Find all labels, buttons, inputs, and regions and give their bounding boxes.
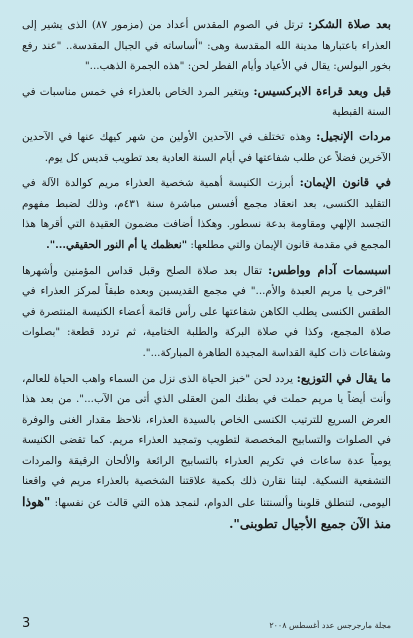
paragraph-creed bbox=[22, 172, 391, 255]
paragraph-gospel-responses bbox=[22, 126, 391, 168]
paragraph-heading: في قانون الإيمان: bbox=[299, 175, 391, 190]
paragraph-thanksgiving bbox=[22, 14, 391, 77]
paragraph-text: أبرزت الكنيسة أهمية شخصية العذراء مريم كوالدة الآلة في التقليد الكنسى، بعد انعقاد مجمع أفسس مباشرة سنة ٤٣١م، وذلك لضبط مفهوم التجسد الإلهي ومقاومة بدعة نسطور. وهكذا أضافت مضمون العقيدة التي أقرها هذا المجمع في مقدمة قانون الإيمان والتي مطلعها: bbox=[22, 177, 391, 251]
page-number: 3 bbox=[22, 616, 31, 631]
paragraph-text: يردد لحن "خبز الحياة الذى نزل من السماء واهب الحياة للعالم، وأنت أيضاً يا مريم حملت في بطنك المن العقلى الذي أتى من الآب...". من بعد هذا العرض السريع للترتيب الكنسى الخاص بالسيدة العذراء، نلاحظ مقدار الغنى والوفرة في الصلوات والتسابيح المخصصة لتطويب وتمجيد العذراء مريم. كما تقضى الكنيسة يومياً عدة ساعات في تكريم العذراء بالتسابيح الرائعة والألحان الرقيقة والمردات التشفعية النسكية. ليتنا نقارن ذلك بكمية علاقتنا الشخصية بالعذراء مريم في واقعنا اليومى، لتنطلق قلوبنا وألسنتنا على الدوام، لنمجد هذه التي قالت عن نفسها: bbox=[22, 372, 391, 510]
paragraph-text: ترتل في الصوم المقدس أعداد من (مزمور ٨٧) الذى يشير إلى العذراء باعتبارها مدينة الله المقدسة وهى: "أساساته في الجبال المقدسة.. "عند رفع بخور البولس: يقال في الأعياد وأيام الفطر لحن: "هذه الجمرة الذهب..." bbox=[22, 19, 391, 73]
paragraph-distribution bbox=[22, 368, 391, 536]
paragraph-heading: قبل وبعد قراءة الابركسيس: bbox=[253, 83, 392, 98]
paragraph-praxis bbox=[22, 81, 391, 123]
closing-quote: "هوذا منذ الآن جميع الأجيال تطوبنى". bbox=[22, 494, 391, 531]
paragraph-aspasmos bbox=[22, 260, 391, 364]
paragraph-text: ويتغير المرد الخاص بالعذراء في خمس مناسبات في السنة القبطية bbox=[22, 85, 391, 119]
page-footer bbox=[22, 608, 391, 630]
paragraph-heading: ما يقال في التوزيع: bbox=[296, 370, 392, 385]
paragraph-heading: اسبسمات آدام وواطس: bbox=[268, 262, 391, 277]
paragraph-text: وهذه تختلف في الآحدين الأولين من شهر كيهك عنها في الآحدين الآخرين فضلاً عن طلب شفاعتها في أيام السنة العادية بعد تطويب قديس كل يوم. bbox=[22, 130, 391, 164]
magazine-caption: مجلة مارجرجس عدد أغسطس ٢٠٠٨ bbox=[269, 621, 391, 630]
paragraph-heading: مردات الإنجيل: bbox=[316, 128, 391, 143]
creed-quote: "نعظمك يا أم النور الحقيقي...". bbox=[46, 238, 188, 251]
paragraph-heading: بعد صلاة الشكر: bbox=[307, 17, 391, 31]
article-body bbox=[22, 14, 391, 535]
paragraph-text: تقال بعد صلاة الصلح وقبل قداس المؤمنين وأشهرها "افرحى يا مريم العبدة والأم..." في مجمع القديسين وبعده طبقاً لمركز العذراء في الطقس الكنسى يطلب الكاهن شفاعتها على رأس قائمة أعضاء الكنيسة المنتصرة في صلاة المجمع، وكذا في صلاة البركة والطلبة الختامية، ثم تردد قطعة: "بصلوات وشفاعات ذات كلية القداسة المجيدة الطاهرة المباركة...". bbox=[22, 264, 391, 359]
